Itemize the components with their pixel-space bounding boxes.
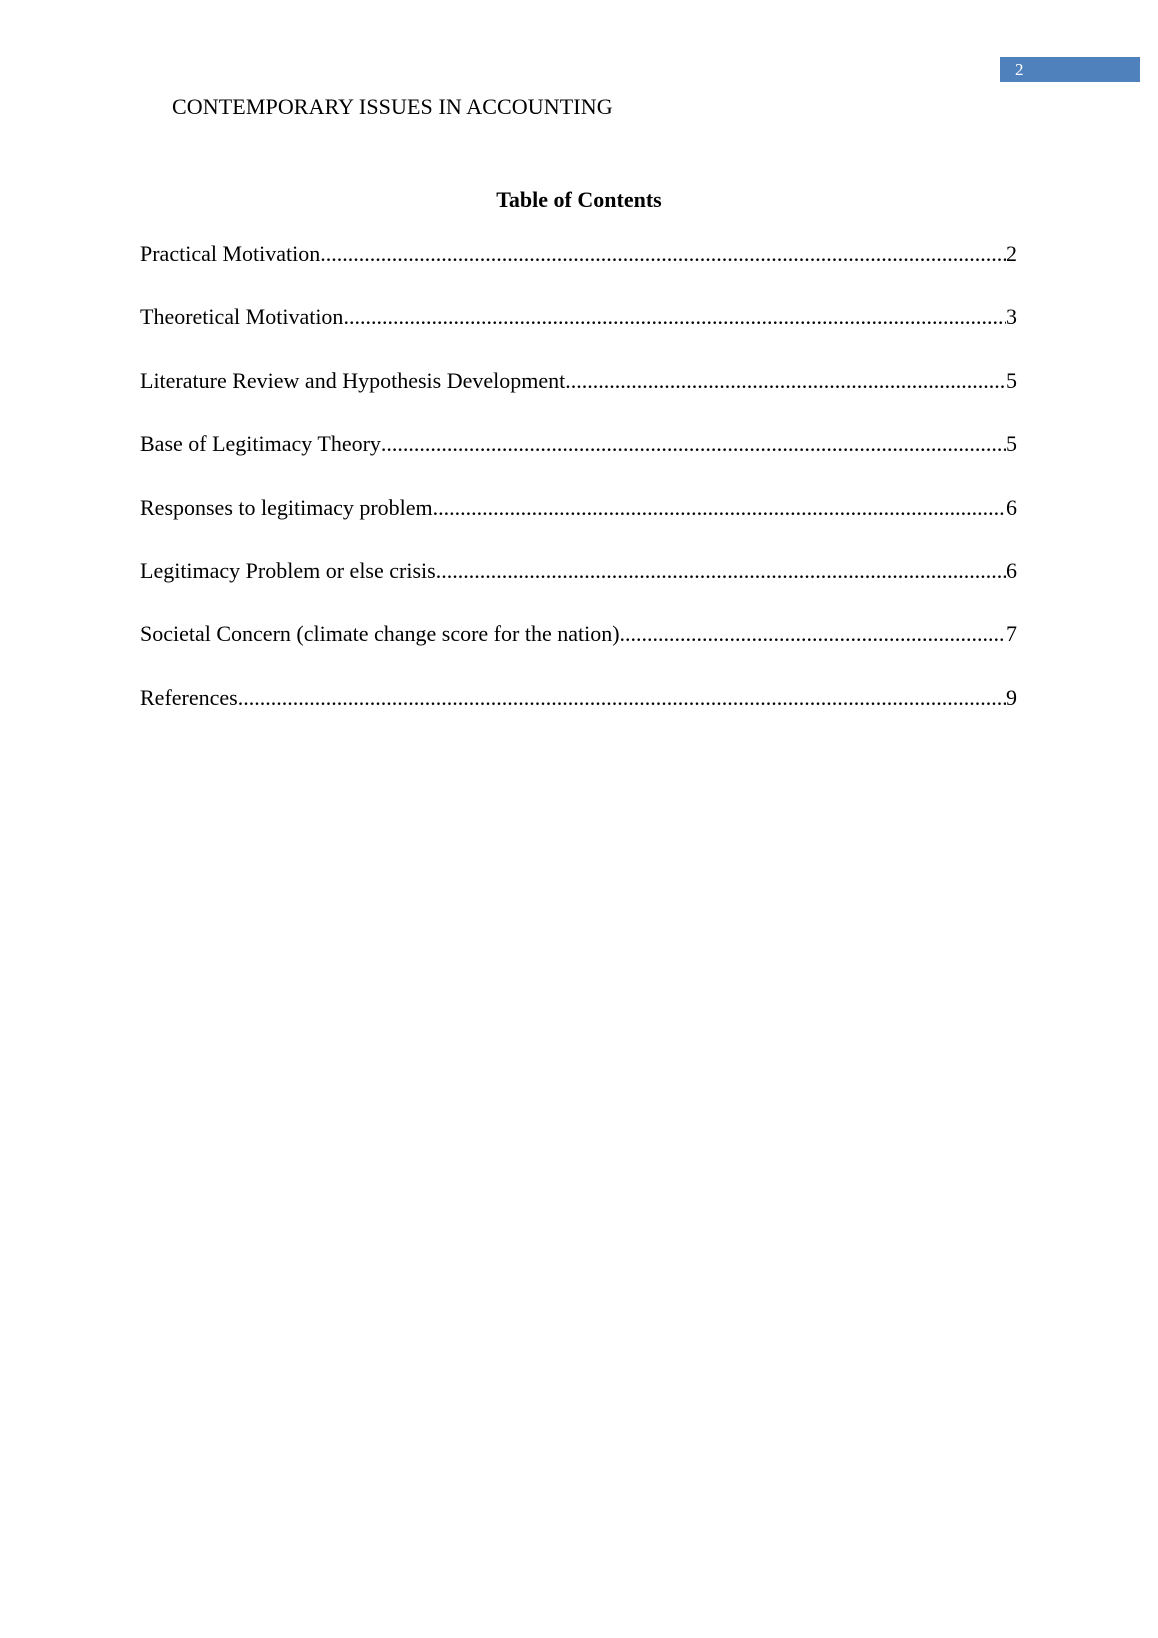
toc-entry-page[interactable]: 5 bbox=[1006, 431, 1017, 457]
toc-entry-legitimacy-problem-or-crisis[interactable] bbox=[140, 557, 1017, 620]
page-number: 2 bbox=[1015, 60, 1024, 79]
toc-entry-label[interactable]: Theoretical Motivation bbox=[140, 304, 344, 330]
toc-entry-page[interactable]: 9 bbox=[1006, 684, 1017, 710]
toc-entry-label[interactable]: References bbox=[140, 684, 238, 710]
toc-entry-responses-to-legitimacy-problem[interactable] bbox=[140, 494, 1017, 557]
toc-dot-leader bbox=[381, 430, 1006, 458]
toc-dot-leader bbox=[343, 303, 1006, 331]
toc-entry-page[interactable]: 6 bbox=[1006, 557, 1017, 583]
toc-entry-page[interactable]: 3 bbox=[1006, 304, 1017, 330]
toc-entry-theoretical-motivation[interactable] bbox=[140, 303, 1017, 366]
toc-entry-label[interactable]: Societal Concern (climate change score for the nation) bbox=[140, 621, 620, 647]
toc-dot-leader bbox=[433, 494, 1006, 522]
toc-entry-page[interactable]: 5 bbox=[1006, 367, 1017, 393]
toc-entry-label[interactable]: Base of Legitimacy Theory bbox=[140, 431, 381, 457]
toc-dot-leader bbox=[620, 620, 1006, 648]
table-of-contents bbox=[140, 240, 1017, 747]
toc-entry-page[interactable]: 6 bbox=[1006, 494, 1017, 520]
toc-entry-practical-motivation[interactable] bbox=[140, 240, 1017, 303]
toc-dot-leader bbox=[565, 367, 1006, 395]
toc-entry-references[interactable] bbox=[140, 684, 1017, 747]
toc-entry-page[interactable]: 7 bbox=[1006, 621, 1017, 647]
page-number-badge bbox=[1000, 57, 1140, 82]
toc-dot-leader bbox=[238, 684, 1006, 712]
toc-entry-base-of-legitimacy-theory[interactable] bbox=[140, 430, 1017, 493]
toc-entry-literature-review[interactable] bbox=[140, 367, 1017, 430]
toc-entry-label[interactable]: Legitimacy Problem or else crisis bbox=[140, 557, 436, 583]
running-head: CONTEMPORARY ISSUES IN ACCOUNTING bbox=[172, 94, 613, 119]
toc-title: Table of Contents bbox=[496, 187, 662, 212]
toc-entry-label[interactable]: Responses to legitimacy problem bbox=[140, 494, 433, 520]
toc-dot-leader bbox=[436, 557, 1006, 585]
toc-dot-leader bbox=[320, 240, 1006, 268]
toc-entry-societal-concern[interactable] bbox=[140, 620, 1017, 683]
toc-entry-label[interactable]: Literature Review and Hypothesis Development bbox=[140, 367, 566, 393]
toc-entry-page[interactable]: 2 bbox=[1006, 241, 1017, 266]
toc-entry-label[interactable]: Practical Motivation bbox=[140, 241, 321, 266]
